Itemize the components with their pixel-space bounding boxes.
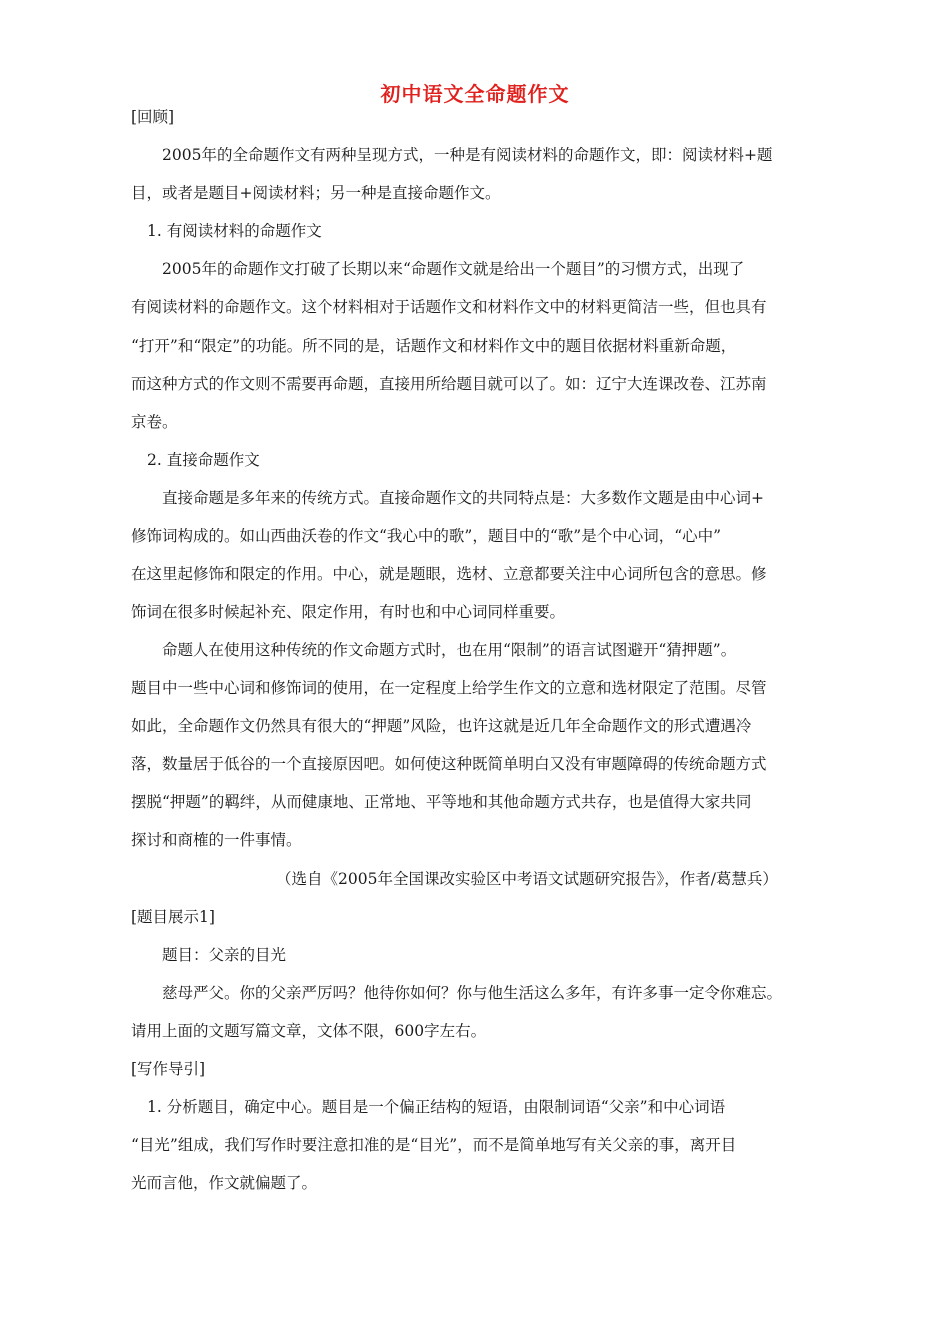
paragraph-line: 目，或者是题目+阅读材料；另一种是直接命题作文。 — [131, 184, 501, 202]
paragraph-line: 而这种方式的作文则不需要再命题，直接用所给题目就可以了。如：辽宁大连课改卷、江苏南 — [131, 375, 767, 393]
citation-source: （选自《2005年全国课改实验区中考语文试题研究报告》，作者/葛慧兵） — [276, 870, 778, 888]
paragraph-line: 有阅读材料的命题作文。这个材料相对于话题作文和材料作文中的材料更简洁一些，但也具有 — [131, 298, 767, 316]
paragraph-line: “目光”组成，我们写作时要注意扣准的是“目光”，而不是简单地写有关父亲的事，离开目 — [131, 1136, 737, 1154]
topic-title: 题目：父亲的目光 — [162, 946, 287, 964]
paragraph-line: 探讨和商榷的一件事情。 — [131, 831, 302, 849]
section-heading-topic: [题目展示1] — [131, 908, 215, 926]
paragraph-line: 京卷。 — [131, 413, 178, 431]
paragraph-line: 在这里起修饰和限定的作用。中心，就是题眼，选材、立意都要关注中心词所包含的意思。修 — [131, 565, 767, 583]
paragraph-line: 饰词在很多时候起补充、限定作用，有时也和中心词同样重要。 — [131, 603, 566, 621]
section-heading-review: [回顾] — [131, 108, 175, 126]
paragraph-line: 2005年的全命题作文有两种呈现方式，一种是有阅读材料的命题作文，即：阅读材料+题 — [162, 146, 773, 164]
section-heading-guide: [写作导引] — [131, 1060, 206, 1078]
paragraph-line: 落，数量居于低谷的一个直接原因吧。如何使这种既简单明白又没有审题障碍的传统命题方式 — [131, 755, 767, 773]
paragraph-line: 命题人在使用这种传统的作文命题方式时，也在用“限制”的语言试图避开“猜押题”。 — [162, 641, 737, 659]
paragraph-line: “打开”和“限定”的功能。所不同的是，话题作文和材料作文中的题目依据材料重新命题， — [131, 337, 737, 355]
paragraph-line: 题目中一些中心词和修饰词的使用，在一定程度上给学生作文的立意和选材限定了范围。尽管 — [131, 679, 767, 697]
paragraph-line: 摆脱“押题”的羁绊，从而健康地、正常地、平等地和其他命题方式共存，也是值得大家共同 — [131, 793, 752, 811]
document-title: 初中语文全命题作文 — [380, 82, 570, 106]
paragraph-line: 修饰词构成的。如山西曲沃卷的作文“我心中的歌”，题目中的“歌”是个中心词，“心中” — [131, 527, 722, 545]
list-item-heading: 1. 有阅读材料的命题作文 — [147, 222, 322, 240]
paragraph-line: 请用上面的文题写篇文章，文体不限，600字左右。 — [131, 1022, 487, 1040]
list-item-heading: 2. 直接命题作文 — [147, 451, 260, 469]
paragraph-line: 直接命题是多年来的传统方式。直接命题作文的共同特点是：大多数作文题是由中心词+ — [162, 489, 764, 507]
paragraph-line: 慈母严父。你的父亲严厉吗？他待你如何？你与他生活这么多年，有许多事一定令你难忘。 — [162, 984, 783, 1002]
paragraph-line: 2005年的命题作文打破了长期以来“命题作文就是给出一个题目”的习惯方式，出现了 — [162, 260, 745, 278]
paragraph-line: 光而言他，作文就偏题了。 — [131, 1174, 318, 1192]
paragraph-line: 1. 分析题目，确定中心。题目是一个偏正结构的短语，由限制词语“父亲”和中心词语 — [147, 1098, 726, 1116]
paragraph-line: 如此，全命题作文仍然具有很大的“押题”风险，也许这就是近几年全命题作文的形式遭遇冷 — [131, 717, 752, 735]
